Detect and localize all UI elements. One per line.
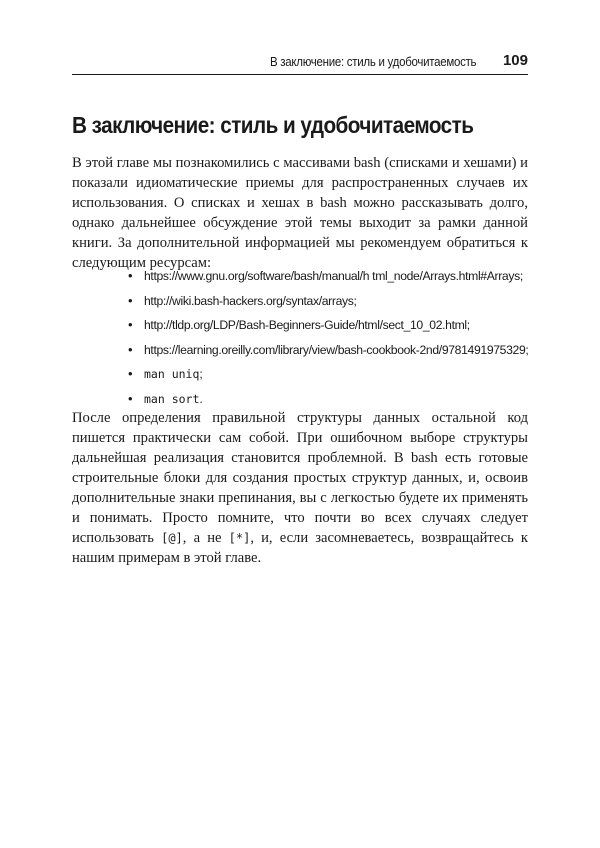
page-number: 109	[502, 52, 528, 69]
resource-link-tldp[interactable]: http://tldp.org/LDP/Bash-Beginners-Guide/html/sect_10_02.html;	[144, 318, 470, 333]
bullet-icon: •	[128, 317, 133, 333]
intro-paragraph: В этой главе мы познакомились с массивами bash (списками и хешами) и показали идиоматические приемы для распространенных случаев их использования. О списках и хешах в bash можно рассказывать долго, однако дальнейшее обсуждение этой темы выходит за рамки данной книги. За дополнительной информацией мы рекомендуем обратиться к следующим ресурсам:	[72, 155, 528, 271]
running-title: В заключение: стиль и удобочитаемость	[269, 55, 476, 69]
resource-link-gnu-manual[interactable]: https://www.gnu.org/software/bash/manual/h tml_node/Arrays.html#Arrays;	[144, 269, 523, 283]
conclusion-text-start: После определения правильной структуры данных остальной код пишется практически сам собой. При ошибочном выборе структуры дальнейшая реализация становится проблемной. В bash есть готовые строительные блоки для создания простых структур данных, и, освоив дополнительные знаки препинания, вы с легкостью будете их применять и понимать. Просто помните, что почти во всех случаях следует использовать	[72, 410, 528, 546]
resource-list	[72, 264, 528, 412]
bullet-icon: •	[128, 366, 133, 382]
resource-item-oreilly	[72, 338, 528, 363]
command-man-sort: man sort	[144, 391, 200, 406]
resource-item-bash-hackers	[72, 289, 528, 314]
resource-link-oreilly[interactable]: https://learning.oreilly.com/library/view/bash-cookbook-2nd/9781491975329;	[144, 342, 529, 357]
resource-item-man-uniq	[72, 362, 528, 387]
item-punctuation: ;	[199, 367, 203, 382]
conclusion-text-end: , и, если засомневаетесь, возвращайтесь к нашим примерам в этой главе.	[72, 530, 528, 566]
code-star-subscript: [*]	[228, 531, 251, 545]
bullet-icon: •	[128, 292, 133, 308]
command-man-uniq: man uniq	[144, 367, 200, 382]
bullet-icon: •	[128, 390, 133, 406]
item-punctuation: .	[199, 391, 203, 406]
section-title: В заключение: стиль и удобочитаемость	[72, 112, 474, 138]
resource-item-tldp	[72, 313, 528, 338]
resource-link-bash-hackers[interactable]: http://wiki.bash-hackers.org/syntax/arrays;	[144, 293, 357, 308]
running-header	[72, 52, 528, 75]
bullet-icon: •	[128, 341, 133, 357]
conclusion-paragraph	[72, 408, 528, 568]
conclusion-text-middle: , а не	[182, 530, 229, 546]
code-at-subscript: [@]	[161, 531, 183, 545]
resource-item-gnu-manual	[72, 264, 528, 289]
bullet-icon: •	[128, 268, 133, 283]
